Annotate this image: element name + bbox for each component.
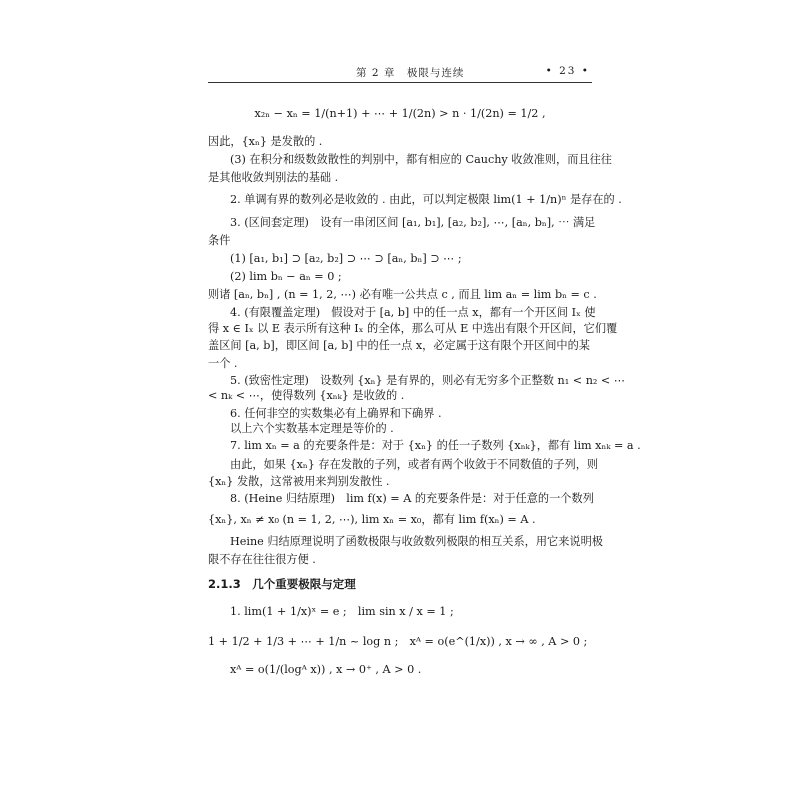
text-line: (1) [a₁, b₁] ⊃ [a₂, b₂] ⊃ ⋯ ⊃ [aₙ, bₙ] ⊃ ⋯ ; [230,252,462,265]
formula-line: 1. lim(1 + 1/x)ˣ = e ; lim sin x / x = 1 ; [230,605,454,618]
text-line: (2) lim bₙ − aₙ = 0 ; [230,270,342,283]
formula-line: 1 + 1/2 + 1/3 + ⋯ + 1/n ~ log n ; xᴬ = o(e^(1/x)) , x → ∞ , A > 0 ; [208,635,588,648]
text-line: Heine 归结原理说明了函数极限与收敛数列极限的相互关系，用它来说明极 [230,535,603,548]
text-line: 限不存在往往很方便 . [208,553,316,566]
text-line: (3) 在积分和级数敛散性的判别中，都有相应的 Cauchy 收敛准则，而且往往 [230,153,612,166]
page-number: • 23 • [545,65,590,77]
section-heading: 2.1.3 几个重要极限与定理 [208,577,356,591]
text-line: 以上六个实数基本定理是等价的 . [230,422,394,435]
text-line: 盖区间 [a, b]，即区间 [a, b] 中的任一点 x，必定属于这有限个开区间中的某 [208,339,590,352]
text-line: 则诸 [aₙ, bₙ] , (n = 1, 2, ⋯) 必有唯一公共点 c , 而且 lim aₙ = lim bₙ = c . [208,288,597,301]
text-line: 5. (致密性定理) 设数列 {xₙ} 是有界的，则必有无穷多个正整数 n₁ < n₂ < ⋯ [230,374,626,387]
text-line: 因此，{xₙ} 是发散的 . [208,135,323,148]
text-line: 是其他收敛判别法的基础 . [208,171,339,184]
text-line: 由此，如果 {xₙ} 存在发散的子列，或者有两个收敛于不同数值的子列，则 [230,458,599,471]
text-line: {xₙ} 发散，这常被用来判别发散性 . [208,475,390,488]
text-line: 得 x ∈ Iₓ 以 E 表示所有这种 Iₓ 的全体，那么可从 E 中选出有限个开区间，它们覆 [208,322,618,335]
text-line: 6. 任何非空的实数集必有上确界和下确界 . [230,407,442,420]
formula-line: xᴬ = o(1/(logᴬ x)) , x → 0⁺ , A > 0 . [230,663,422,676]
text-line: 4. (有限覆盖定理) 假设对于 [a, b] 中的任一点 x，都有一个开区间 Iₓ 使 [230,306,596,319]
running-header [208,64,592,83]
text-line: 7. lim xₙ = a 的充要条件是：对于 {xₙ} 的任一子数列 {xₙₖ}，都有 lim xₙₖ = a . [230,439,641,452]
chapter-title: 第 2 章 极限与连续 [356,67,465,79]
text-line: 一个 . [208,357,238,370]
text-line: 3. (区间套定理) 设有一串闭区间 [a₁, b₁], [a₂, b₂], ⋯, [aₙ, bₙ], ⋯ 满足 [230,216,596,229]
text-line: 2. 单调有界的数列必是收敛的 . 由此，可以判定极限 lim(1 + 1/n)ⁿ 是存在的 . [230,193,622,206]
text-line: 条件 [208,234,231,247]
text-line: 8. (Heine 归结原理) lim f(x) = A 的充要条件是：对于任意的一个数列 [230,492,594,505]
text-line: < nₖ < ⋯，使得数列 {xₙₖ} 是收敛的 . [208,389,405,402]
equation-line: x₂ₙ − xₙ = 1/(n+1) + ⋯ + 1/(2n) > n · 1/(2n) = 1/2 , [254,107,546,120]
text-line: {xₙ}, xₙ ≠ x₀ (n = 1, 2, ⋯), lim xₙ = x₀，都有 lim f(xₙ) = A . [208,513,536,526]
